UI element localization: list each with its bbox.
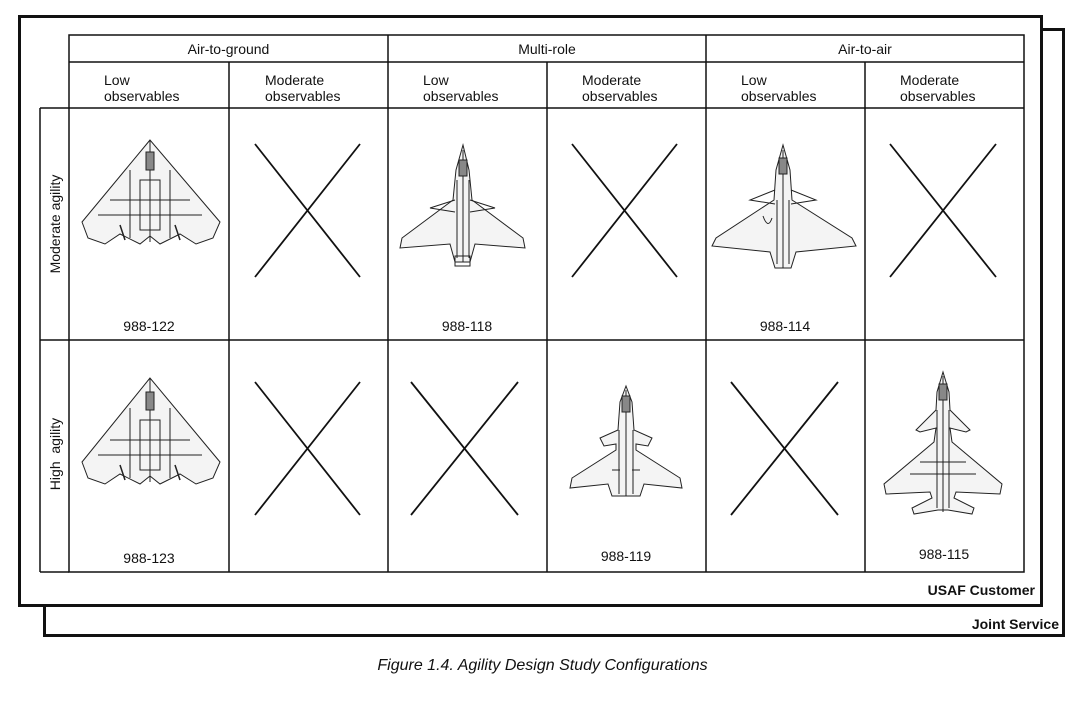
group-header-air-to-ground: Air-to-ground (187, 41, 270, 57)
joint-service-label: Joint Service (971, 616, 1059, 632)
sub-header-line: Moderate observables (582, 72, 658, 104)
row-label-moderate-agility: Moderate agility (47, 174, 63, 274)
sub-header-moderate-observables (582, 72, 658, 104)
cross-mark-r1c4 (731, 382, 838, 515)
aircraft-988-122-drawing (82, 140, 220, 244)
sub-header-line: Low observables (104, 72, 180, 104)
sub-header-moderate-observables (265, 72, 341, 104)
aircraft-988-115-drawing (884, 372, 1002, 514)
design-code-988-115: 988-115 (918, 546, 970, 562)
design-code-988-123: 988-123 (123, 550, 175, 566)
sub-header-line: Moderate observables (900, 72, 976, 104)
row-label-high-agility: High agility (47, 417, 63, 491)
cross-mark-r0c1 (255, 144, 360, 277)
cross-mark-r1c2 (411, 382, 518, 515)
aircraft-988-114-drawing (712, 145, 856, 268)
sub-header-moderate-observables (900, 72, 976, 104)
figure-caption: Figure 1.4. Agility Design Study Configurations (377, 657, 708, 674)
group-header-multi-role: Multi-role (518, 41, 576, 57)
design-code-988-119: 988-119 (600, 548, 652, 564)
usaf-customer-label: USAF Customer (927, 582, 1035, 598)
sub-header-low-observables (741, 72, 817, 104)
design-code-988-114: 988-114 (759, 318, 811, 334)
group-header-air-to-air: Air-to-air (838, 41, 892, 57)
design-code-988-118: 988-118 (441, 318, 493, 334)
cross-mark-r0c3 (572, 144, 677, 277)
cross-mark-r1c1 (255, 382, 360, 515)
sub-header-line: Low observables (741, 72, 817, 104)
aircraft-988-123-drawing (82, 378, 220, 484)
sub-header-line: Moderate observables (265, 72, 341, 104)
aircraft-988-118-drawing (400, 145, 525, 266)
sub-header-low-observables (104, 72, 180, 104)
cross-mark-r0c5 (890, 144, 996, 277)
sub-header-line: Low observables (423, 72, 499, 104)
sub-header-low-observables (423, 72, 499, 104)
design-code-988-122: 988-122 (123, 318, 175, 334)
aircraft-988-119-drawing (570, 386, 682, 496)
